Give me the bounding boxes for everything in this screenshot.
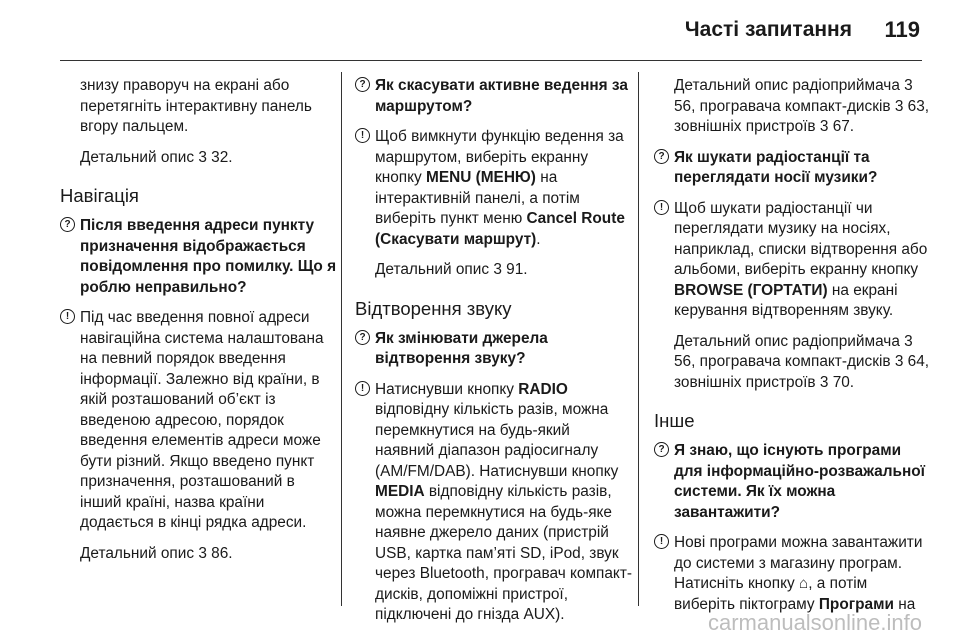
answer-text: на інтерактивній панелі, а потім виберіть пункт меню [375, 169, 580, 227]
exclamation-icon: ! [355, 128, 370, 143]
column-3 [654, 76, 932, 625]
section-heading-audio: Відтворення звуку [355, 297, 512, 319]
question-text: Як змінювати джерела відтворення звуку? [375, 329, 548, 367]
answer-text: , а потім виберіть піктограму [674, 575, 868, 613]
answer-block [355, 127, 633, 250]
column-divider-1 [341, 72, 342, 606]
answer-text: Щоб вимкнути функцію ведення за маршрутом, виберіть екранну кнопку [375, 128, 624, 186]
browse-button-label: BROWSE (ГОРТАТИ) [674, 281, 828, 299]
header-title: Часті запитання [684, 18, 852, 41]
apps-label: Програми [818, 595, 894, 613]
question-icon: ? [654, 442, 669, 457]
answer-text: Під час введення повної адреси навігаційна система налаштована на певний порядок введення інформації. Залежно від країни, в якій розташований об’єкт із введеною адресою, порядок введення елементів адреси може бути різний. Якщо введено пункт призначення, розташований в інший країні, назва країни додається в кінці рядка адреси. [80, 309, 324, 531]
exclamation-icon: ! [355, 381, 370, 396]
column-divider-2 [638, 72, 639, 606]
question-text: Я знаю, що існують програми для інформаційно-розважальної системи. Як їх можна завантажити? [674, 442, 925, 521]
answer-block [60, 308, 338, 534]
answer-text: відповідну кількість разів, можна перемкнутися на будь-який наявний діапазон радіосигналу (AM/FM/DAB). Натиснувши кнопку [375, 401, 619, 480]
exclamation-icon: ! [654, 534, 669, 549]
question-icon: ? [60, 217, 75, 232]
section-heading-navigation: Навігація [60, 185, 139, 206]
answer-block [355, 380, 633, 626]
header-rule [60, 60, 922, 61]
answer-text: на екрані керування відтворенням звуку. [674, 281, 898, 319]
question-text: Як скасувати активне ведення за маршрутом? [375, 77, 628, 115]
answer-text: на [893, 595, 916, 613]
menu-button-label: MENU (МЕНЮ) [426, 169, 536, 186]
question-text: Як шукати радіостанції та переглядати носії музики? [674, 148, 878, 186]
answer-text: Натиснувши кнопку [375, 380, 519, 398]
answer-text: Нові програми можна завантажити до системи з магазину програм. Натисніть кнопку [674, 534, 923, 592]
column-2 [355, 76, 633, 636]
media-button-label: MEDIA [375, 483, 425, 500]
question-block [355, 329, 633, 370]
question-block [355, 76, 633, 117]
cancel-route-label: Cancel Route (Скасувати маршрут) [375, 210, 625, 248]
question-text: Після введення адреси пункту призначення відображається повідомлення про помилку. Що я роблю неправильно? [80, 217, 337, 296]
reference: Детальний опис 3 86. [80, 544, 233, 562]
answer-text: відповідну кількість разів, можна перемкнутися на будь-яке наявне джерело даних (пристрій USB, картка пам’яті SD, iPod, звук через Bluetooth, програвач компакт-дисків, допоміжні пристрої, підключені до гнізда AUX). [375, 483, 633, 623]
section-heading-other: Інше [654, 410, 695, 431]
reference: Детальний опис радіоприймача 3 56, програвача компакт-дисків 3 64, зовнішніх пристроїв 3 70. [674, 332, 930, 391]
watermark: carmanualsonline.info [707, 610, 922, 635]
page-number: 119 [884, 17, 920, 42]
answer-block [654, 199, 932, 322]
question-icon: ? [654, 149, 669, 164]
question-block [654, 148, 932, 189]
answer-block [654, 533, 932, 615]
question-icon: ? [355, 330, 370, 345]
answer-text: . [536, 230, 541, 248]
exclamation-icon: ! [60, 309, 75, 324]
exclamation-icon: ! [654, 200, 669, 215]
answer-text: Щоб шукати радіостанції чи переглядати музику на носіях, наприклад, списки відтворення або альбоми, виберіть екранну кнопку [674, 199, 928, 278]
reference: Детальний опис 3 32. [80, 148, 233, 166]
continued-text: знизу праворуч на екрані або перетягніть інтерактивну панель вгору пальцем. [80, 77, 312, 135]
radio-button-label: RADIO [518, 380, 568, 398]
question-block [60, 216, 338, 298]
question-block [654, 441, 932, 523]
reference: Детальний опис радіоприймача 3 56, програвача компакт-дисків 3 63, зовнішніх пристроїв 3 67. [674, 77, 930, 135]
reference: Детальний опис 3 91. [375, 261, 528, 278]
home-icon: ⌂ [798, 575, 809, 592]
column-1 [60, 76, 338, 574]
question-icon: ? [355, 77, 370, 92]
